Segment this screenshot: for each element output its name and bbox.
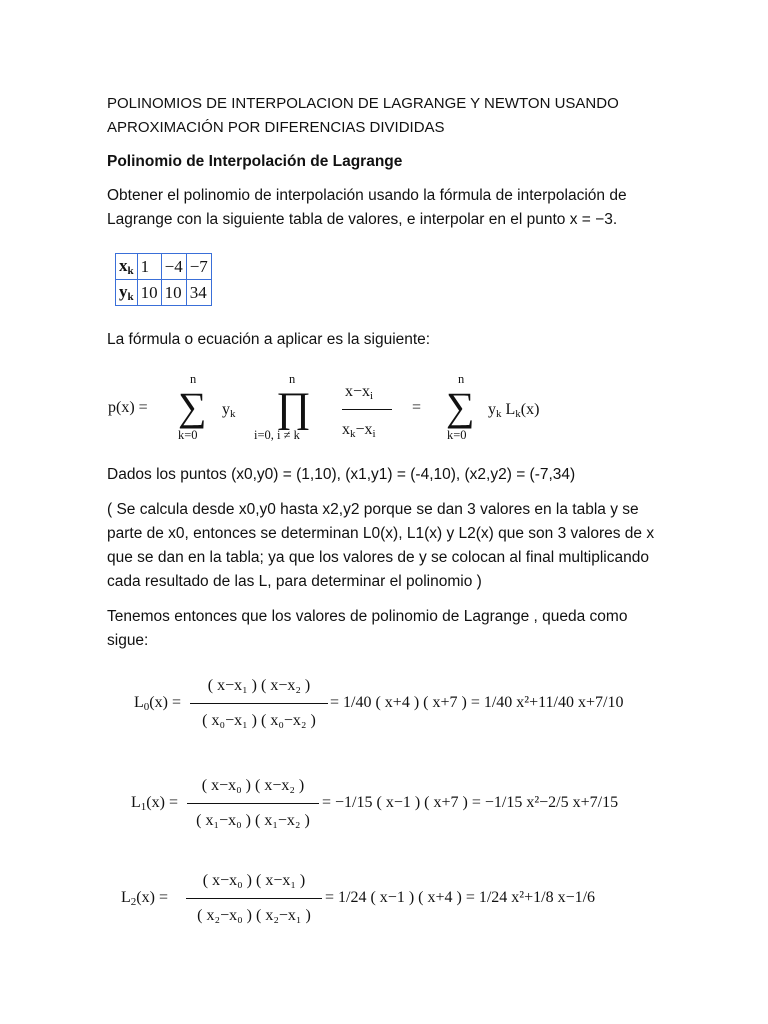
L0-numerator: ( x−x₁ ) ( x−x₂ ) [207,677,311,694]
L1-lhs: $L_1(x)$ = [131,794,178,813]
formula-equals: = [412,399,422,416]
formula-lhs: p(x) = [108,399,148,416]
table-cell: 10 [137,280,161,306]
L2-rhs: = 1/24 ( x−1 ) ( x+4 ) = 1/24 x²+1/8 x−1/6 [325,889,596,906]
formula-intro: La fórmula o ecuación a aplicar es la siguiente: [107,331,431,348]
fraction-bar [342,409,392,410]
points-text: Dados los puntos (x0,y0) = (1,10), (x1,y1) = (-4,10), (x2,y2) = (-7,34) [107,466,576,483]
fraction-numerator: $x-x_i$ [345,383,374,402]
L0-denominator: ( x₀−x₁ ) ( x₀−x₂ ) [202,712,316,729]
prod-lower: i=0, i ≠ k [254,428,300,442]
L1-denominator: ( x₁−x₀ ) ( x₁−x₂ ) [196,812,310,829]
L1-rhs: = −1/15 ( x−1 ) ( x+7 ) = −1/15 x²−2/5 x+7/15 [322,794,619,811]
table-row-y [116,280,212,306]
intro-point: x = −3. [569,211,618,228]
sum-symbol: ∑ [178,384,207,429]
L2-denominator: ( x₂−x₀ ) ( x₂−x₁ ) [197,907,311,924]
section-heading: Polinomio de Interpolación de Lagrange [107,153,403,170]
row-label-xk: $x_k$ [116,254,138,280]
intro-paragraph [107,184,667,232]
L2-fraction-bar [186,898,322,899]
product-symbol: ∏ [276,385,311,431]
sum2-symbol: ∑ [446,384,475,429]
L0-rhs: = 1/40 ( x+4 ) ( x+7 ) = 1/40 x²+11/40 x+7/10 [330,694,624,711]
result-intro: Tenemos entonces que los valores de polinomio de Lagrange , queda como sigue: [107,608,628,649]
sum-lower: k=0 [178,428,198,442]
table-cell: −7 [186,254,211,280]
table-cell: −4 [161,254,186,280]
sum-upper: n [190,372,197,386]
row-label-yk: $y_k$ [116,280,138,306]
L1-numerator: ( x−x₀ ) ( x−x₂ ) [201,777,305,794]
table-cell: 34 [186,280,211,306]
sum2-lower: k=0 [447,428,467,442]
values-table [115,253,212,306]
intro-text: Obtener el polinomio de interpolación usando la fórmula de interpolación de Lagrange con la siguiente tabla de valores, e interpolar en el punto [107,187,627,228]
formula-rhs: $y_k$ $L_k(x)$ [488,401,540,420]
table-cell: 1 [137,254,161,280]
formula-yk: $y_k$ [222,401,236,420]
prod-upper: n [289,372,296,386]
table-row-x [116,254,212,280]
sum2-upper: n [458,372,465,386]
L2-numerator: ( x−x₀ ) ( x−x₁ ) [202,872,306,889]
L0-fraction-bar [190,703,328,704]
document-title: POLINOMIOS DE INTERPOLACION DE LAGRANGE Y NEWTON USANDO APROXIMACIÓN POR DIFERENCIAS DIVIDIDAS [107,95,619,136]
L2-lhs: $L_2(x)$ = [121,889,168,908]
L0-lhs: $L_0(x)$ = [134,694,181,713]
fraction-denominator: $x_k-x_i$ [342,421,376,440]
table-cell: 10 [161,280,186,306]
explanation-paragraph: ( Se calcula desde x0,y0 hasta x2,y2 porque se dan 3 valores en la tabla y se parte de x0, entonces se determinan L0(x), L1(x) y L2(x) que son 3 valores de x que se dan en la tabla; ya que los valores de y se colocan al final multiplicando cada resultado de las L, para determinar el polinomio ) [107,501,655,590]
L1-fraction-bar [187,803,319,804]
